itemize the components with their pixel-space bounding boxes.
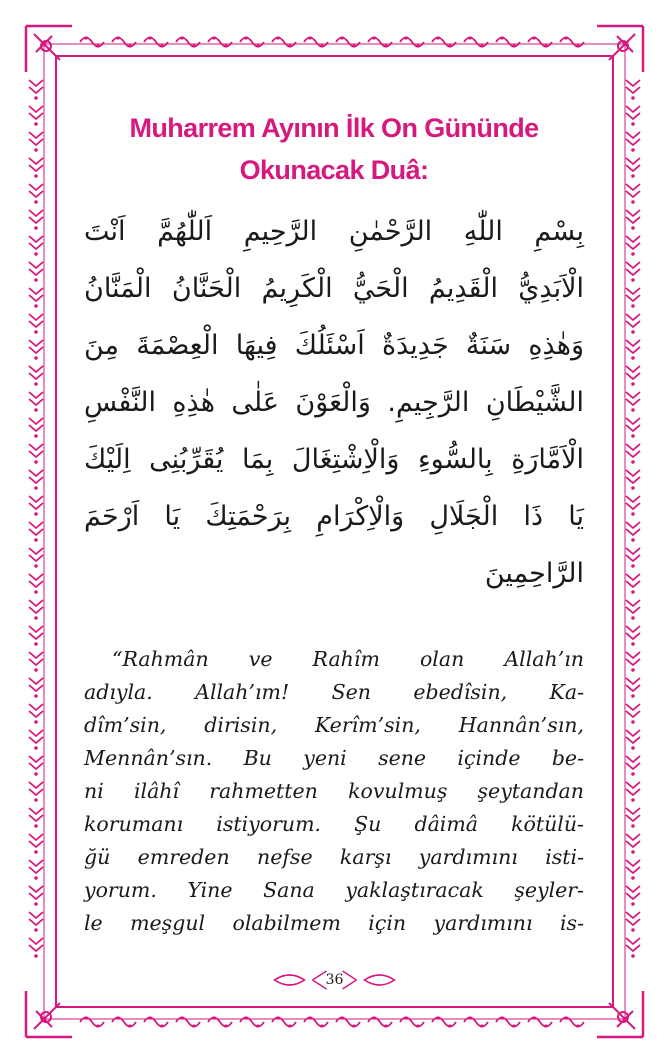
border-ornament	[626, 418, 640, 438]
border-ornament	[626, 652, 640, 672]
border-ornament	[29, 730, 43, 750]
border-ornament	[29, 184, 43, 204]
border-ornament	[29, 314, 43, 334]
border-ornament	[400, 1016, 424, 1027]
border-ornament	[626, 886, 640, 906]
border-ornament	[29, 782, 43, 802]
border-ornament	[29, 106, 43, 126]
border-ornament	[560, 36, 584, 47]
border-ornament	[626, 366, 640, 386]
border-ornament	[29, 704, 43, 724]
border-ornament	[626, 600, 640, 620]
border-ornament	[626, 938, 640, 958]
border-ornament	[29, 756, 43, 776]
border-ornament	[626, 210, 640, 230]
border-ornament	[400, 36, 424, 47]
border-ornament	[626, 678, 640, 698]
translation-line: korumanı istiyorum. Şu dâimâ kötülü-	[84, 812, 584, 836]
border-ornament	[29, 886, 43, 906]
border-ornament	[240, 1016, 264, 1027]
border-ornament	[368, 1016, 392, 1027]
border-ornament	[626, 860, 640, 880]
translation-line: “Rahmân ve Rahîm olan Allah’ın	[112, 647, 584, 671]
border-ornament	[432, 1016, 456, 1027]
border-ornament	[626, 106, 640, 126]
border-ornament	[29, 158, 43, 178]
border-ornament	[626, 132, 640, 152]
border-ornament	[560, 1016, 584, 1027]
border-ornament	[626, 158, 640, 178]
border-ornament	[626, 626, 640, 646]
border-ornament	[29, 470, 43, 490]
border-ornament	[626, 496, 640, 516]
border-ornament	[464, 36, 488, 47]
arabic-prayer-line: يَا ذَا الْجَلَالِ وَالْاِكْرَامِ بِرَحْمَتِكَ يَا اَرْحَمَ	[84, 501, 584, 532]
arabic-prayer-line: الْاَمَّارَةِ بِالسُّوءِ وَالْاِشْتِغَالَ بِمَا يُقَرِّبُنِى اِلَيْكَ	[84, 444, 584, 475]
border-ornament	[496, 36, 520, 47]
translation-line: yorum. Yine Sana yaklaştıracak şeyler-	[84, 878, 584, 902]
border-ornament	[336, 1016, 360, 1027]
border-ornament	[626, 392, 640, 412]
border-ornament	[626, 288, 640, 308]
border-ornament	[29, 652, 43, 672]
border-ornament	[29, 678, 43, 698]
border-ornament	[208, 1016, 232, 1027]
border-ornament	[626, 314, 640, 334]
page-title: Muharrem Ayının İlk On Gününde	[129, 113, 539, 143]
page-title-line-2: Okunacak Duâ:	[239, 155, 429, 185]
border-ornament	[29, 392, 43, 412]
border-ornament	[112, 36, 136, 47]
border-ornament	[626, 80, 640, 100]
border-ornament	[626, 834, 640, 854]
border-ornament	[626, 522, 640, 542]
border-ornament	[29, 236, 43, 256]
border-ornament	[272, 1016, 296, 1027]
border-ornament	[112, 1016, 136, 1027]
border-ornament	[626, 236, 640, 256]
border-ornament	[29, 496, 43, 516]
border-ornament	[80, 1016, 104, 1027]
translation-line: ğü emreden nefse karşı yardımını isti-	[84, 845, 584, 869]
border-ornament	[29, 912, 43, 932]
border-ornament	[29, 288, 43, 308]
border-ornament	[626, 470, 640, 490]
border-ornament	[626, 808, 640, 828]
border-ornament	[29, 522, 43, 542]
border-ornament	[626, 444, 640, 464]
translation-line: ni ilâhî rahmetten kovulmuş şeytandan	[84, 779, 584, 803]
border-ornament	[626, 756, 640, 776]
border-ornament	[29, 626, 43, 646]
border-ornament	[336, 36, 360, 47]
border-ornament	[29, 860, 43, 880]
border-ornament	[496, 1016, 520, 1027]
translation-line: le meşgul olabilmem için yardımını is-	[84, 911, 584, 935]
border-ornament	[29, 600, 43, 620]
border-ornament	[29, 132, 43, 152]
border-ornament	[144, 36, 168, 47]
border-ornament	[626, 548, 640, 568]
border-ornament	[29, 808, 43, 828]
border-ornament	[626, 730, 640, 750]
border-ornament	[304, 1016, 328, 1027]
border-ornament	[432, 36, 456, 47]
border-ornament	[29, 366, 43, 386]
translation-line: dîm’sin, dirisin, Kerîm’sin, Hannân’sın,	[84, 713, 584, 737]
border-ornament	[29, 938, 43, 958]
arabic-prayer-line: الْاَبَدِيُّ الْقَدِيمُ الْحَيُّ الْكَرِيمُ الْحَنَّانُ الْمَنَّانُ	[84, 273, 584, 304]
border-ornament	[176, 1016, 200, 1027]
border-ornament	[528, 1016, 552, 1027]
border-ornament	[29, 262, 43, 282]
border-ornament	[528, 36, 552, 47]
border-ornament	[272, 36, 296, 47]
translation-line: Mennân’sın. Bu yeni sene içinde be-	[84, 746, 584, 770]
arabic-prayer-line: وَهٰذِهِ سَنَةٌ جَدِيدَةٌ اَسْئَلُكَ فِيهَا الْعِصْمَةَ مِنَ	[84, 330, 584, 361]
border-ornament	[144, 1016, 168, 1027]
arabic-prayer-line: بِسْمِ اللّٰهِ الرَّحْمٰنِ الرَّحِيمِ اَللّٰهُمَّ اَنْتَ	[84, 216, 584, 247]
border-ornament	[29, 548, 43, 568]
border-ornament	[176, 36, 200, 47]
border-ornament	[29, 418, 43, 438]
border-ornament	[626, 782, 640, 802]
border-ornament	[29, 574, 43, 594]
border-ornament	[240, 36, 264, 47]
arabic-prayer-line: الشَّيْطَانِ الرَّجِيمِ. وَالْعَوْنَ عَلٰى هٰذِهِ النَّفْسِ	[84, 387, 584, 418]
arabic-prayer-line: الرَّاحِمِينَ	[484, 558, 584, 589]
border-ornament	[626, 704, 640, 724]
border-ornament	[626, 912, 640, 932]
border-ornament	[29, 444, 43, 464]
translation-line: adıyla. Allah’ım! Sen ebedîsin, Ka-	[84, 680, 584, 704]
border-ornament	[80, 36, 104, 47]
border-ornament	[208, 36, 232, 47]
border-ornament	[29, 834, 43, 854]
border-ornament	[29, 340, 43, 360]
border-ornament	[626, 340, 640, 360]
border-ornament	[626, 262, 640, 282]
border-ornament	[368, 36, 392, 47]
border-ornament	[304, 36, 328, 47]
page-content	[84, 100, 584, 970]
page-number: 36	[325, 972, 344, 988]
border-ornament	[626, 574, 640, 594]
border-ornament	[626, 184, 640, 204]
border-ornament	[464, 1016, 488, 1027]
border-ornament	[29, 210, 43, 230]
border-ornament	[29, 80, 43, 100]
